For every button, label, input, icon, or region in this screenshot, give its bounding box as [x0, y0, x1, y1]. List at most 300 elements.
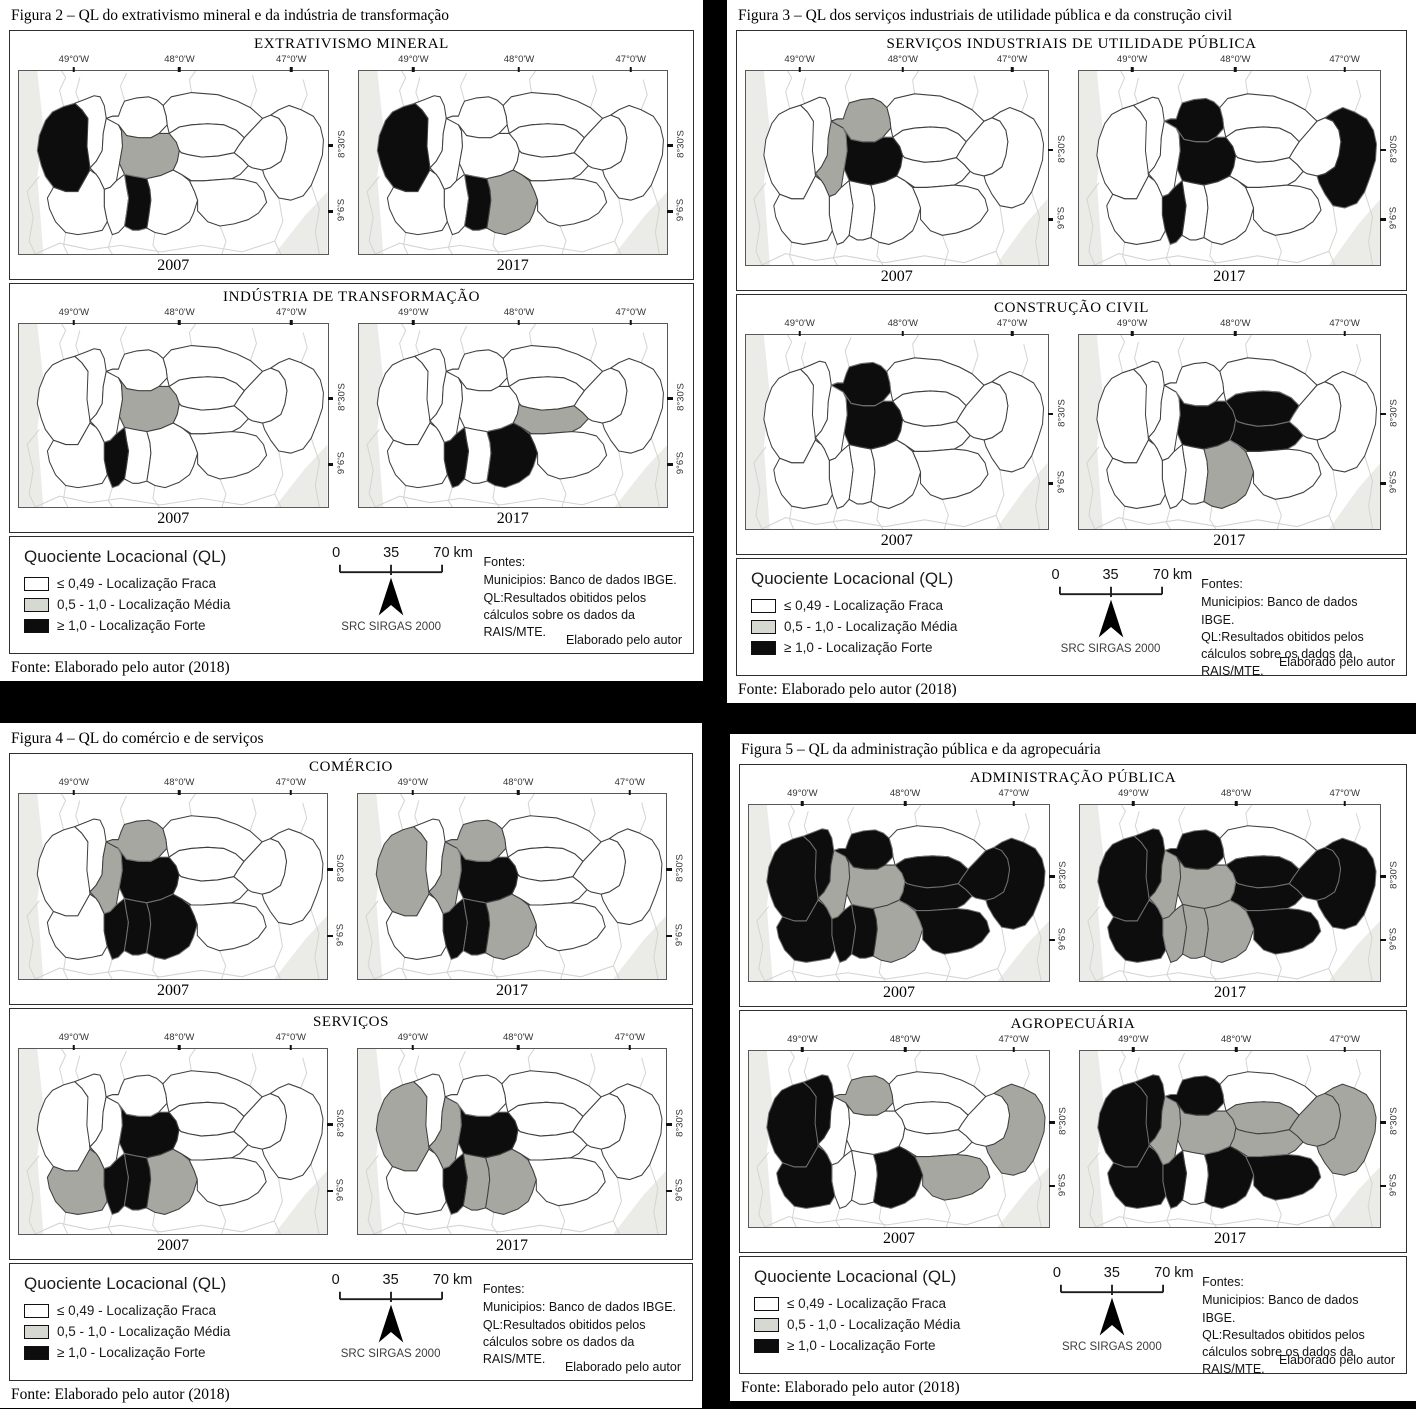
municipalities-map	[358, 1049, 666, 1234]
longitude-label: 47°0'W	[996, 318, 1028, 329]
sources-column	[1201, 567, 1394, 679]
longitude-label: 48°0'W	[163, 777, 195, 788]
longitude-axis	[18, 306, 329, 323]
longitude-label: 47°0'W	[996, 54, 1028, 65]
municipalities-map	[1080, 805, 1380, 981]
map-unit	[1078, 317, 1399, 551]
scale-labels	[326, 545, 473, 562]
axis-tick	[1380, 218, 1386, 221]
longitude-label: 49°0'W	[58, 1032, 90, 1043]
latitude-label: 8°30'S	[336, 383, 347, 412]
year-label: 2007	[880, 532, 913, 549]
longitude-label: 48°0'W	[1220, 1034, 1252, 1045]
longitude-label: 47°0'W	[276, 307, 307, 318]
map-canvas	[18, 323, 347, 508]
latitude-label: 8°30'S	[1388, 134, 1400, 163]
legend-item	[751, 619, 1020, 634]
longitude-label: 47°0'W	[614, 777, 646, 788]
legend-swatch-media	[24, 598, 49, 612]
axis-tick	[902, 331, 905, 336]
sources-line: Municipios: Banco de dados IBGE.	[1201, 595, 1358, 627]
maps-row	[737, 53, 1406, 290]
map-unit	[18, 53, 346, 276]
longitude-label: 49°0'W	[1116, 318, 1148, 329]
sector-panel	[9, 30, 694, 280]
longitude-label: 47°0'W	[1329, 1034, 1360, 1045]
axis-tick	[328, 144, 334, 147]
municipality-m15	[1182, 445, 1208, 504]
map-unit	[18, 1031, 345, 1256]
municipalities-map	[1079, 71, 1381, 265]
legend-item	[24, 1303, 298, 1318]
axis-tick	[178, 1045, 181, 1050]
axis-tick	[1049, 875, 1055, 878]
municipality-m1	[1098, 836, 1149, 921]
municipality-m15	[124, 1153, 150, 1210]
axis-tick	[178, 320, 181, 325]
latitude-label: 9°6'S	[335, 1178, 347, 1201]
legend-swatch-media	[24, 1325, 49, 1339]
longitude-axis	[18, 1031, 328, 1048]
year-label: 2007	[883, 1230, 915, 1247]
municipalities-map	[19, 794, 327, 979]
municipality-m10	[528, 1158, 605, 1206]
legend-item-label: ≥ 1,0 - Localização Forte	[57, 618, 206, 633]
map-canvas	[745, 70, 1067, 266]
year-label: 2007	[883, 984, 915, 1001]
longitude-label: 47°0'W	[998, 1034, 1029, 1045]
sector-title: AGROPECUÁRIA	[1010, 1016, 1136, 1032]
latitude-label: 9°6'S	[1056, 471, 1067, 494]
axis-tick	[1380, 1185, 1386, 1188]
scale-label: 0	[331, 1272, 340, 1288]
municipality-m15	[463, 1153, 489, 1210]
sources-heading: Fontes:	[1202, 1275, 1244, 1289]
axis-tick	[73, 790, 76, 795]
municipality-m10	[189, 903, 266, 951]
legend-item	[24, 618, 299, 633]
credit-label: Elaborado pelo autor	[564, 1360, 681, 1374]
sources-line: Municipios: Banco de dados IBGE.	[482, 1300, 677, 1315]
axis-tick	[666, 1123, 672, 1126]
axis-tick	[904, 1047, 907, 1052]
latitude-label: 9°6'S	[335, 923, 347, 946]
legend-swatch-forte	[751, 641, 776, 655]
axis-tick	[412, 790, 415, 795]
latitude-label: 8°30'S	[675, 383, 687, 412]
figure-caption: Figura 4 – QL do comércio e de serviços	[11, 730, 264, 747]
longitude-axis	[748, 787, 1050, 804]
legend-column	[22, 1272, 298, 1372]
sector-title: ADMINISTRAÇÃO PÚBLICA	[969, 770, 1177, 786]
latitude-label: 9°6'S	[675, 198, 687, 222]
longitude-axis	[358, 306, 669, 323]
sources-line: cálculos sobre os dados da RAIS/MTE.	[482, 1334, 635, 1366]
latitude-label: 8°30'S	[1056, 134, 1067, 163]
longitude-label: 48°0'W	[164, 54, 195, 65]
municipality-m15	[124, 898, 150, 955]
municipalities-map	[19, 1049, 327, 1234]
scale-labels	[1046, 567, 1193, 584]
municipalities-map	[746, 335, 1048, 529]
sources-line: cálculos sobre os dados da RAIS/MTE.	[1201, 647, 1353, 679]
figure-box	[9, 753, 693, 1381]
latitude-label: 9°6'S	[1388, 471, 1400, 494]
sources-line: QL:Resultados obitidos pelos	[482, 1317, 646, 1332]
year-label: 2017	[1213, 532, 1246, 549]
map-canvas	[358, 323, 687, 508]
longitude-label: 49°0'W	[787, 1034, 818, 1045]
latitude-label: 9°6'S	[1388, 1173, 1400, 1197]
municipality-m1	[1096, 369, 1148, 463]
municipality-m10	[915, 909, 990, 955]
municipality-m10	[913, 449, 988, 499]
municipality-m15	[1183, 904, 1209, 958]
longitude-label: 48°0'W	[163, 1032, 195, 1043]
legend-item-label: ≤ 0,49 - Localização Fraca	[57, 576, 216, 591]
axis-tick	[290, 67, 293, 72]
scale-label: 35	[382, 1272, 399, 1288]
municipality-m10	[528, 903, 605, 951]
axis-tick	[629, 67, 632, 72]
scale-labels	[1047, 1265, 1194, 1282]
axis-tick	[73, 1045, 76, 1050]
north-arrow-icon	[1096, 598, 1126, 640]
year-label: 2007	[157, 257, 190, 274]
longitude-axis	[1078, 317, 1382, 334]
axis-tick	[328, 397, 334, 400]
longitude-label: 49°0'W	[784, 318, 815, 329]
municipality-m15	[463, 898, 489, 955]
legend-item-label: 0,5 - 1,0 - Localização Média	[57, 597, 231, 612]
sources-heading: Fontes:	[1201, 577, 1243, 591]
municipalities-map	[19, 71, 328, 254]
sector-panel	[739, 764, 1407, 1007]
longitude-label: 49°0'W	[1116, 54, 1148, 65]
sector-title: CONSTRUÇÃO CIVIL	[993, 300, 1150, 316]
municipalities-map	[1080, 1051, 1380, 1227]
axis-tick	[1048, 149, 1054, 152]
municipality-m10	[1245, 185, 1320, 235]
axis-tick	[1344, 801, 1347, 806]
latitude-label: 9°6'S	[675, 451, 687, 475]
longitude-label: 49°0'W	[787, 788, 818, 799]
latitude-label: 8°30'S	[1057, 861, 1069, 890]
longitude-label: 48°0'W	[502, 777, 534, 788]
map-unit	[745, 317, 1066, 551]
legend-column	[752, 1265, 1022, 1365]
figure-source: Fonte: Elaborado pelo autor (2018)	[741, 1379, 960, 1396]
longitude-axis	[748, 1033, 1050, 1050]
municipality-m15	[125, 174, 151, 230]
axis-tick	[517, 1045, 520, 1050]
municipality-m1	[376, 1082, 429, 1171]
legend-swatch-forte	[24, 1346, 49, 1360]
crs-label: SRC SIRGAS 2000	[340, 1348, 441, 1360]
longitude-label: 47°0'W	[276, 54, 307, 65]
scale-label: 0	[332, 545, 341, 561]
axis-tick	[1048, 413, 1054, 416]
axis-tick	[327, 935, 333, 938]
latitude-label: 8°30'S	[335, 1109, 347, 1137]
longitude-axis	[745, 317, 1049, 334]
axis-tick	[517, 790, 520, 795]
legend-swatch-media	[751, 620, 776, 634]
scale-label: 70 km	[432, 1272, 473, 1288]
crs-label: SRC SIRGAS 2000	[341, 621, 441, 633]
sources-line: Municipios: Banco de dados IBGE.	[483, 573, 677, 588]
map-unit	[358, 306, 686, 529]
axis-tick	[1234, 331, 1237, 336]
year-label: 2007	[157, 510, 190, 527]
figure-box	[9, 30, 694, 654]
axis-tick	[1235, 801, 1238, 806]
latitude-label: 8°30'S	[1056, 398, 1067, 427]
longitude-label: 47°0'W	[614, 1032, 646, 1043]
sources-column	[484, 545, 681, 645]
axis-tick	[1132, 1047, 1135, 1052]
axis-tick	[1048, 482, 1054, 485]
axis-tick	[1011, 331, 1014, 336]
latitude-label: 9°6'S	[336, 451, 347, 475]
map-unit	[1079, 787, 1398, 1003]
longitude-label: 49°0'W	[398, 54, 429, 65]
map-canvas	[1079, 1050, 1400, 1228]
axis-tick	[667, 210, 673, 213]
maps-row	[740, 787, 1406, 1006]
legend-item-label: ≤ 0,49 - Localização Fraca	[784, 598, 943, 613]
sector-title: INDÚSTRIA DE TRANSFORMAÇÃO	[222, 289, 481, 305]
figure-box	[739, 764, 1407, 1377]
scale-bar-icon	[1047, 1282, 1177, 1295]
municipalities-map	[749, 1051, 1049, 1227]
sector-title: EXTRATIVISMO MINERAL	[254, 36, 449, 52]
legend-column	[749, 567, 1020, 667]
credit-label: Elaborado pelo autor	[1278, 655, 1395, 669]
scale-label: 35	[383, 545, 400, 561]
sources-heading: Fontes:	[483, 555, 526, 569]
legend-swatch-fraca	[754, 1297, 779, 1311]
axis-tick	[666, 1190, 672, 1193]
longitude-label: 48°0'W	[889, 788, 921, 799]
legend-panel	[9, 1263, 693, 1381]
axis-tick	[1049, 1121, 1055, 1124]
map-canvas	[357, 1048, 686, 1235]
axis-tick	[290, 1045, 293, 1050]
municipality-m1	[767, 1082, 818, 1167]
axis-tick	[801, 1047, 804, 1052]
municipality-m15	[464, 174, 490, 230]
figure-source: Fonte: Elaborado pelo autor (2018)	[11, 659, 230, 676]
map-unit	[357, 776, 684, 1001]
legend-swatch-fraca	[24, 577, 49, 591]
map-canvas	[745, 334, 1067, 530]
year-label: 2017	[496, 982, 528, 999]
scale-label: 0	[1052, 1265, 1061, 1281]
legend-panel	[9, 536, 694, 654]
legend-item-label: ≥ 1,0 - Localização Forte	[787, 1338, 936, 1353]
sources-column	[1202, 1265, 1394, 1377]
maps-row	[740, 1033, 1406, 1252]
axis-tick	[629, 790, 632, 795]
longitude-label: 47°0'W	[615, 307, 646, 318]
municipalities-map	[358, 794, 666, 979]
municipality-m15	[125, 427, 151, 483]
axis-tick	[1235, 1047, 1238, 1052]
crs-label: SRC SIRGAS 2000	[1060, 643, 1161, 655]
municipality-m15	[1182, 181, 1208, 240]
municipality-m10	[915, 1155, 990, 1201]
axis-tick	[667, 397, 673, 400]
axis-tick	[629, 320, 632, 325]
sector-panel	[9, 753, 693, 1005]
scale-label: 35	[1103, 1265, 1120, 1281]
legend-item	[751, 640, 1020, 655]
legend-item-label: ≥ 1,0 - Localização Forte	[57, 1345, 206, 1360]
municipality-m10	[189, 432, 266, 479]
municipalities-map	[749, 805, 1049, 981]
figure-caption: Figura 5 – QL da administração pública e da agropecuária	[741, 741, 1101, 758]
latitude-label: 8°30'S	[674, 854, 686, 882]
longitude-label: 49°0'W	[58, 54, 90, 65]
sources-line: Municipios: Banco de dados IBGE.	[1202, 1293, 1359, 1325]
municipality-m15	[852, 1150, 878, 1204]
latitude-label: 9°6'S	[336, 198, 347, 222]
axis-tick	[178, 790, 181, 795]
map-unit	[745, 53, 1066, 287]
longitude-label: 49°0'W	[1118, 788, 1149, 799]
scale-label: 70 km	[1152, 567, 1193, 583]
latitude-label: 9°6'S	[1057, 1173, 1069, 1197]
longitude-label: 48°0'W	[503, 307, 535, 318]
figure-4-card	[0, 723, 702, 1408]
municipality-m1	[767, 836, 818, 921]
axis-tick	[1131, 331, 1134, 336]
latitude-label: 8°30'S	[1388, 1107, 1400, 1136]
municipalities-map	[746, 71, 1048, 265]
legend-item	[754, 1317, 1022, 1332]
latitude-label: 9°6'S	[1056, 207, 1067, 230]
municipalities-map	[19, 324, 328, 507]
longitude-label: 48°0'W	[503, 54, 535, 65]
axis-tick	[1132, 801, 1135, 806]
municipality-m10	[529, 179, 606, 226]
axis-tick	[1343, 331, 1346, 336]
sector-title: COMÉRCIO	[309, 759, 393, 775]
legend-swatch-fraca	[24, 1304, 49, 1318]
maps-row	[10, 53, 693, 279]
latitude-label: 9°6'S	[674, 923, 686, 946]
scale-bar-icon	[1046, 584, 1176, 597]
legend-item	[754, 1338, 1022, 1353]
legend-item	[754, 1296, 1022, 1311]
year-label: 2017	[1213, 268, 1246, 285]
legend-swatch-media	[754, 1318, 779, 1332]
longitude-axis	[745, 53, 1049, 70]
year-label: 2007	[157, 1237, 189, 1254]
scale-column	[1030, 567, 1191, 667]
scale-label: 70 km	[433, 545, 473, 561]
longitude-label: 49°0'W	[58, 307, 90, 318]
sources-column	[483, 1272, 680, 1372]
municipality-m15	[852, 904, 878, 958]
sources-heading: Fontes:	[482, 1282, 525, 1296]
legend-item	[24, 597, 299, 612]
municipality-m1	[764, 105, 816, 199]
maps-row	[10, 306, 693, 532]
axis-tick	[328, 210, 334, 213]
legend-title: Quociente Locacional (QL)	[24, 547, 227, 566]
municipality-m1	[764, 369, 816, 463]
map-unit	[748, 787, 1067, 1003]
year-label: 2017	[496, 1237, 528, 1254]
figure-caption: Figura 2 – QL do extrativismo mineral e da indústria de transformação	[11, 7, 450, 24]
legend-panel	[739, 1256, 1407, 1377]
figure-3-card	[727, 0, 1416, 703]
municipality-m10	[529, 432, 606, 479]
axis-tick	[412, 1045, 415, 1050]
legend-item-label: ≤ 0,49 - Localização Fraca	[57, 1303, 216, 1318]
municipality-m10	[1245, 449, 1320, 499]
longitude-label: 48°0'W	[889, 1034, 921, 1045]
year-label: 2017	[496, 257, 529, 274]
year-label: 2017	[496, 510, 529, 527]
municipality-m1	[37, 103, 90, 191]
sector-panel	[739, 1010, 1407, 1253]
latitude-label: 8°30'S	[335, 854, 347, 882]
legend-swatch-fraca	[751, 599, 776, 613]
axis-tick	[290, 790, 293, 795]
map-unit	[1079, 1033, 1398, 1249]
figure-source: Fonte: Elaborado pelo autor (2018)	[11, 1386, 230, 1403]
scale-bar-icon	[326, 1289, 456, 1302]
sources-line: QL:Resultados obitidos pelos	[1202, 1327, 1365, 1342]
map-canvas	[1078, 70, 1400, 266]
municipality-m15	[849, 445, 875, 504]
legend-title: Quociente Locacional (QL)	[754, 1267, 957, 1286]
axis-tick	[327, 868, 333, 871]
latitude-label: 9°6'S	[1388, 927, 1400, 951]
latitude-label: 9°6'S	[1388, 207, 1400, 230]
municipality-m1	[37, 356, 90, 444]
municipalities-map	[359, 71, 668, 254]
legend-item	[751, 598, 1020, 613]
axis-tick	[667, 463, 673, 466]
municipality-m1	[377, 103, 430, 191]
sources-line: QL:Resultados obitidos pelos	[483, 590, 647, 605]
scale-column	[309, 545, 474, 645]
axis-tick	[1380, 413, 1386, 416]
scale-column	[1032, 1265, 1193, 1365]
axis-tick	[328, 463, 334, 466]
latitude-label: 8°30'S	[336, 130, 347, 159]
longitude-label: 48°0'W	[502, 1032, 534, 1043]
axis-tick	[327, 1123, 333, 1126]
axis-tick	[902, 67, 905, 72]
longitude-label: 48°0'W	[887, 318, 919, 329]
axis-tick	[73, 320, 76, 325]
longitude-label: 47°0'W	[998, 788, 1029, 799]
axis-tick	[666, 935, 672, 938]
latitude-label: 8°30'S	[1388, 398, 1400, 427]
scale-labels	[326, 1272, 473, 1289]
axis-tick	[290, 320, 293, 325]
longitude-label: 47°0'W	[275, 1032, 307, 1043]
year-label: 2017	[1214, 984, 1246, 1001]
scale-bar-icon	[326, 562, 456, 575]
map-unit	[357, 1031, 684, 1256]
latitude-label: 9°6'S	[1057, 927, 1069, 951]
